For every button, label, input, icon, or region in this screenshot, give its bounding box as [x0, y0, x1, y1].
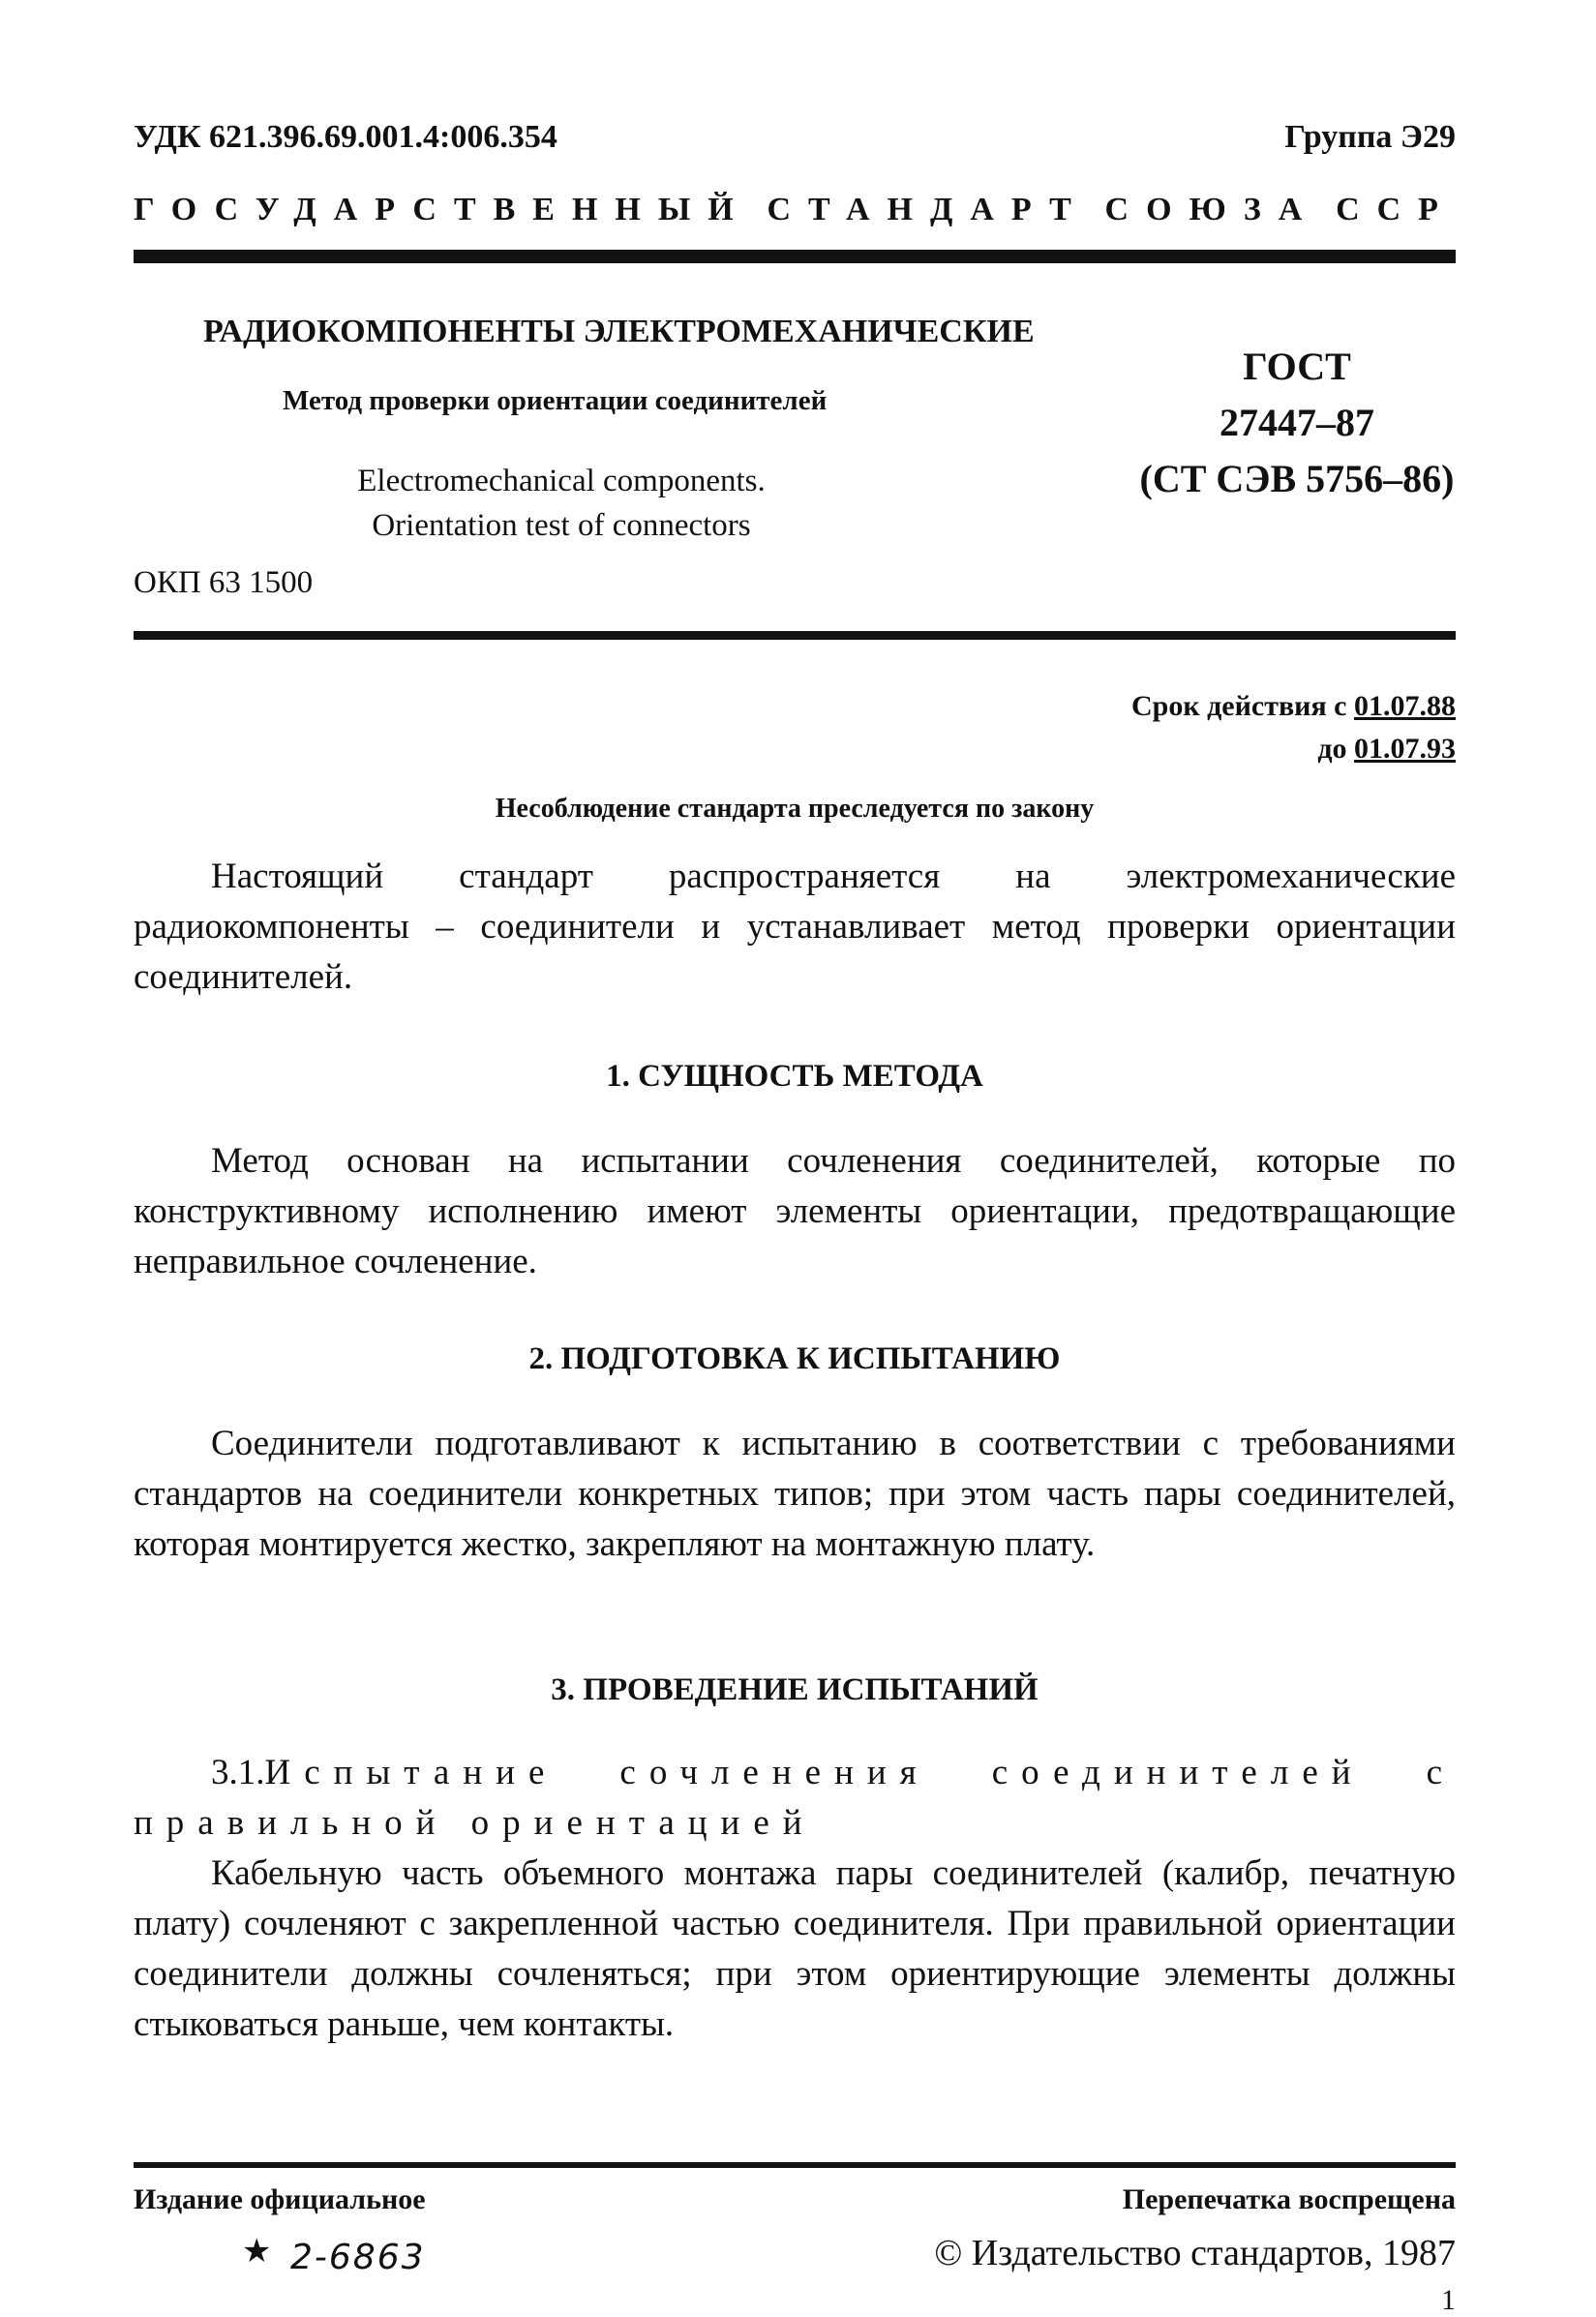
handwritten-number: 2-6863	[290, 2238, 426, 2277]
section-heading: 1. СУЩНОСТЬ МЕТОДА	[606, 1059, 983, 1094]
subtitle-ru: Метод проверки ориентации соединителей	[283, 385, 828, 416]
top-divider	[134, 250, 1456, 263]
copyright: © Издательство стандартов, 1987	[934, 2233, 1456, 2273]
edition-label: Издание официальное	[134, 2183, 426, 2215]
subsection-title-text: Испытание сочленения соединителей с правильной ориентацией	[134, 1753, 1456, 1843]
validity-from-label: Срок действия с	[1131, 690, 1347, 722]
state-standard-banner	[134, 192, 1456, 228]
validity-to-date: 01.07.93	[1354, 733, 1456, 765]
footer-divider	[134, 2162, 1456, 2168]
section-text: Метод основан на испытании сочленения соединителей, которые по конструктивному исполнению имеют элементы ориентации, предотвращающие неправильное сочленение.	[134, 1141, 1456, 1281]
section-text: Соединители подготавливают к испытанию в соответствии с требованиями стандартов на соединители конкретных типов; при этом часть пары соединителей, которая монтируется жестко, закрепляют на монтажную плату.	[134, 1424, 1456, 1564]
validity-from	[1131, 685, 1456, 728]
validity-period	[1131, 685, 1456, 770]
title-en-line: Electromechanical components.	[357, 464, 766, 498]
subsection-title	[134, 1748, 1456, 1849]
legal-notice: Несоблюдение стандарта преследуется по закону	[495, 794, 1095, 824]
section-heading: 3. ПРОВЕДЕНИЕ ИСПЫТАНИЙ	[551, 1672, 1039, 1707]
validity-from-date: 01.07.88	[1354, 690, 1456, 722]
banner-word: ССР	[1336, 192, 1456, 227]
validity-to	[1131, 728, 1456, 770]
page-number: 1	[1441, 2284, 1456, 2316]
gost-label: ГОСТ	[1243, 345, 1351, 388]
section-heading: 2. ПОДГОТОВКА К ИСПЫТАНИЮ	[528, 1341, 1061, 1376]
reprint-notice: Перепечатка воспрещена	[1122, 2183, 1456, 2215]
title-ru: РАДИОКОМПОНЕНТЫ ЭЛЕКТРОМЕХАНИЧЕСКИЕ	[203, 314, 1035, 349]
section-text: Кабельную часть объемного монтажа пары соединителей (калибр, печатную плату) сочленяют с закрепленной частью соединителя. При правильной ориентации соединители должны сочленяться; при этом ориентирующие элементы должны стыковаться раньше, чем контакты.	[134, 1853, 1456, 2044]
subsection-number: 3.1.	[211, 1753, 265, 1792]
intro-paragraph: Настоящий стандарт распространяется на электромеханические радиокомпоненты – соединители и устанавливает метод проверки ориентации соединителей.	[134, 857, 1456, 997]
group-code: Группа Э29	[1284, 119, 1456, 155]
gost-designation	[1123, 339, 1471, 507]
validity-to-label: до	[1317, 733, 1347, 765]
okp-code: ОКП 63 1500	[134, 565, 314, 600]
star-icon: ★	[242, 2234, 272, 2270]
title-divider	[134, 631, 1456, 640]
banner-word: ГОСУДАРСТВЕННЫЙ	[134, 192, 751, 227]
st-sev-number: (СТ СЭВ 5756–86)	[1139, 457, 1455, 500]
title-en	[252, 459, 871, 548]
gost-number: 27447–87	[1220, 401, 1374, 444]
banner-word: СТАНДАРТ	[767, 192, 1089, 227]
title-en-line: Orientation test of connectors	[372, 508, 751, 543]
udk-code: УДК 621.396.69.001.4:006.354	[134, 119, 557, 155]
banner-word: СОЮЗА	[1104, 192, 1320, 227]
